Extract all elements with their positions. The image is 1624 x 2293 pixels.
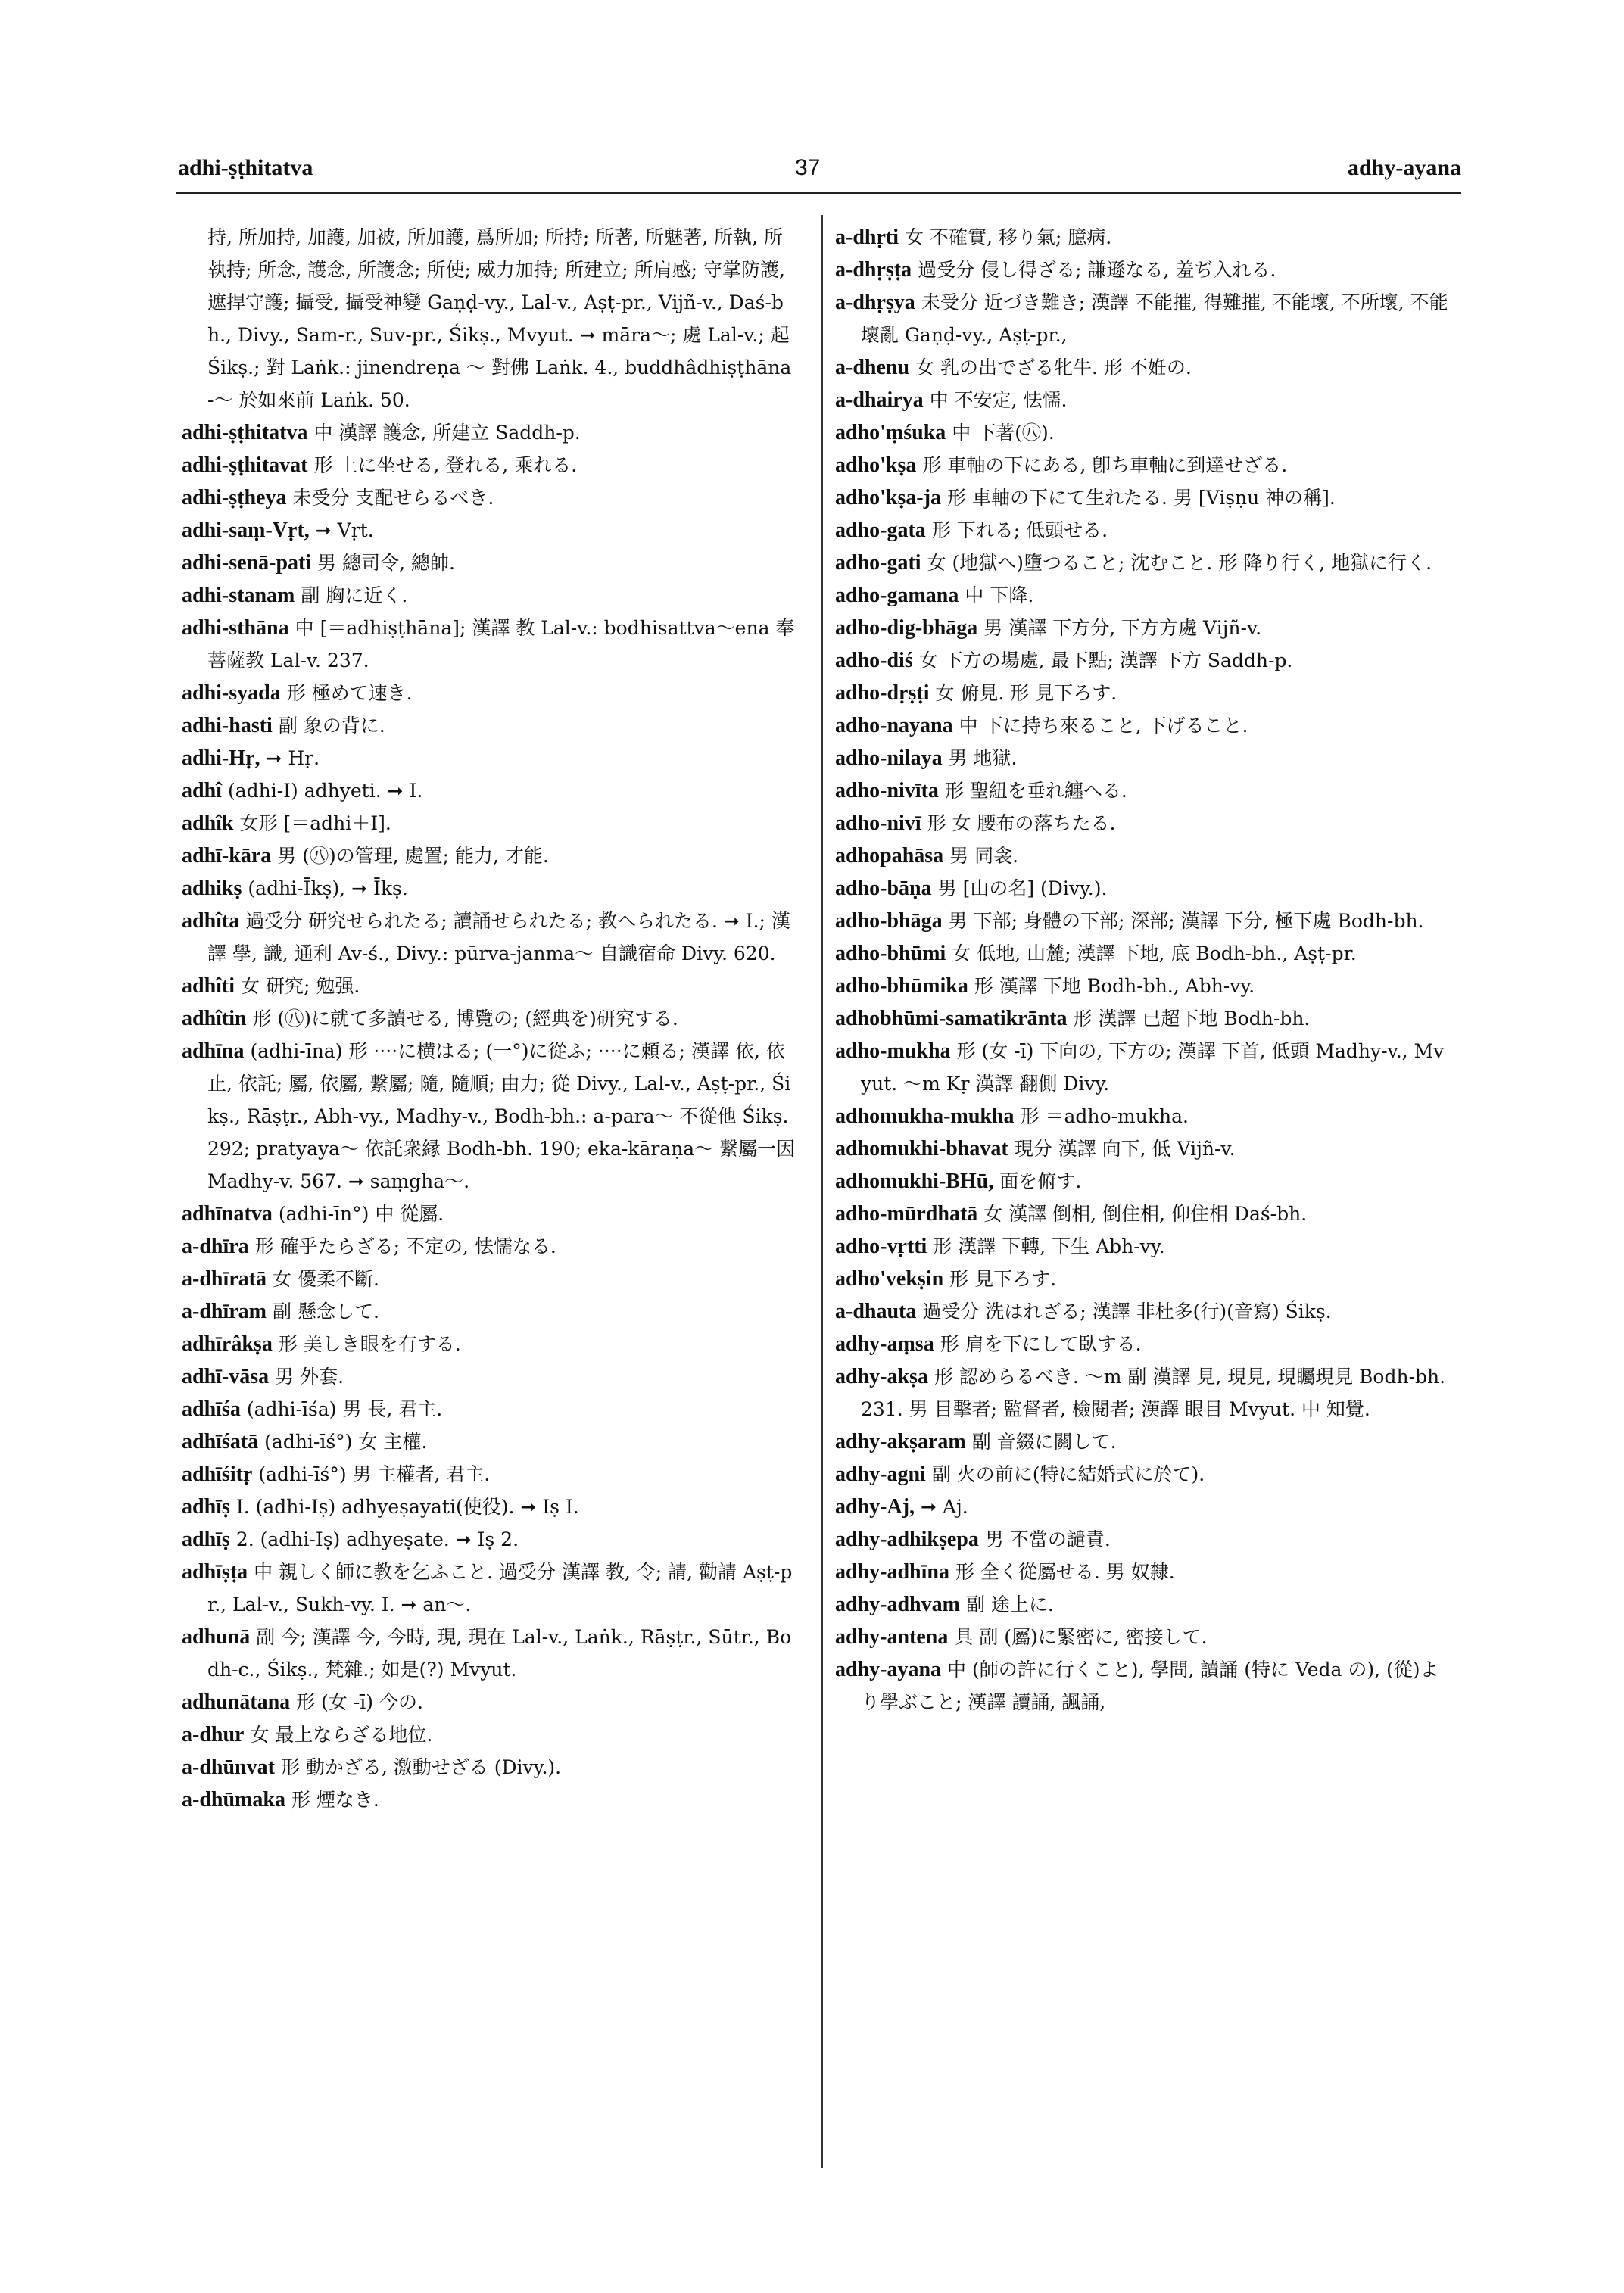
entry-headword: a-dhṛti bbox=[835, 226, 899, 249]
dictionary-entry bbox=[835, 1198, 1454, 1230]
dictionary-entry bbox=[835, 1653, 1454, 1718]
dictionary-entry bbox=[835, 286, 1454, 351]
entry-definition: (adhi-īn°) 中 從屬. bbox=[278, 1203, 444, 1225]
entry-headword: adhy-akṣa bbox=[835, 1365, 928, 1388]
entry-definition: 持, 所加持, 加護, 加被, 所加護, 爲所加; 所持; 所著, 所魅著, 所執, 所執持; 所念, 護念, 所護念; 所使; 威力加持; 所建立; 所肩感; 守掌防護, 遮捍守護; 攝受, 攝受神變 Gaṇḍ-vy., Lal-v., Aṣṭ-pr., Vijñ-v., Daś-bh., Divy., Sam-r., Suv-pr., Śikṣ., Mvyut. ➞ māra〜; 處 Lal-v.; 起 Śikṣ.; 對 Laṅk.: jinendreṇa 〜 對佛 Laṅk. 4., buddhâdhiṣṭhāna-〜 於如來前 Laṅk. 50. bbox=[207, 226, 792, 411]
page-number: 37 bbox=[795, 155, 821, 180]
entry-definition: 形 車軸の下にて生れたる. 男 [Viṣṇu 神の稱]. bbox=[947, 487, 1336, 509]
dictionary-entry bbox=[835, 1002, 1454, 1035]
entry-headword: adho'kṣa-ja bbox=[835, 486, 942, 509]
entry-headword: adhīśatā bbox=[182, 1430, 259, 1453]
entry-headword: adhīṣ bbox=[182, 1528, 230, 1551]
entry-headword: adhi-ṣṭhitavat bbox=[182, 453, 308, 477]
dictionary-entry bbox=[182, 1458, 801, 1491]
entry-headword: adhîta bbox=[182, 909, 240, 933]
dictionary-entry bbox=[835, 514, 1454, 547]
entry-definition: 過受分 洗はれざる; 漢譯 非杜多(行)(音寫) Śikṣ. bbox=[922, 1301, 1332, 1323]
entry-definition: 男 [山の名] (Divy.). bbox=[937, 877, 1108, 899]
dictionary-entry bbox=[182, 1263, 801, 1295]
dictionary-entry bbox=[182, 677, 801, 709]
entry-definition: (adhi-īna) 形 ····に横はる; (一°)に從ふ; ····に頼る; 漢譯 依, 依止, 依託; 屬, 依屬, 繋屬; 隨, 隨順; 由力; 從 Divy., Lal-v., Aṣṭ-pr., Śikṣ., Rāṣṭr., Abh-vy., Madhy-v., Bodh-bh.: a-para〜 不從他 Śikṣ. 292; pratyaya〜 依託衆縁 Bodh-bh. 190; eka-kāraṇa〜 繋屬一因 Madhy-v. 567. ➞ saṃgha〜. bbox=[207, 1040, 796, 1192]
entry-headword: adhy-adhīna bbox=[835, 1560, 949, 1584]
entry-headword: adho-nivī bbox=[835, 812, 921, 835]
dictionary-entry bbox=[835, 742, 1454, 774]
entry-headword: adhīṣ bbox=[182, 1495, 230, 1519]
dictionary-entry bbox=[835, 1230, 1454, 1263]
entry-headword: adhīśitṛ bbox=[182, 1463, 253, 1486]
dictionary-entry bbox=[835, 1132, 1454, 1165]
entry-definition: 中 不安定, 怯懦. bbox=[929, 389, 1068, 411]
dictionary-entry bbox=[835, 547, 1454, 579]
entry-headword: a-dhīram bbox=[182, 1300, 267, 1323]
entry-definition: 形 漢譯 已超下地 Bodh-bh. bbox=[1073, 1008, 1311, 1030]
entry-definition: 副 途上に. bbox=[965, 1594, 1054, 1615]
left-column bbox=[182, 221, 801, 1816]
dictionary-entry bbox=[835, 937, 1454, 970]
entry-headword: adhy-Aj, bbox=[835, 1495, 915, 1519]
dictionary-entry bbox=[835, 481, 1454, 514]
entry-headword: adho-bāṇa bbox=[835, 877, 932, 900]
entry-headword: adhobhūmi-samatikrānta bbox=[835, 1007, 1068, 1030]
dictionary-entry bbox=[182, 709, 801, 742]
dictionary-entry bbox=[835, 709, 1454, 742]
dictionary-entry bbox=[182, 1621, 801, 1686]
entry-definition: 形 (女 -ī) 下向の, 下方の; 漢譯 下首, 低頭 Madhy-v., Mvyut. 〜m Kṛ 漢譯 翻側 Divy. bbox=[861, 1040, 1445, 1095]
entry-definition: 女 最上ならざる地位. bbox=[250, 1724, 433, 1746]
entry-definition: 女形 [＝adhi＋I]. bbox=[239, 812, 391, 834]
entry-headword: adhīnatva bbox=[182, 1202, 273, 1226]
entry-definition: 女 漢譯 倒相, 倒住相, 仰住相 Daś-bh. bbox=[983, 1203, 1308, 1225]
entry-definition: 形 (女 -ī) 今の. bbox=[296, 1691, 423, 1713]
dictionary-entry bbox=[835, 1328, 1454, 1360]
entry-definition: (adhi-īśa) 男 長, 君主. bbox=[246, 1398, 443, 1420]
entry-headword: adhunātana bbox=[182, 1690, 291, 1714]
dictionary-entry bbox=[182, 1556, 801, 1621]
entry-definition: 形 上に坐せる, 登れる, 乘れる. bbox=[313, 454, 578, 476]
entry-definition: I. (adhi-Iṣ) adhyeṣayati(使役). ➞ Iṣ I. bbox=[235, 1496, 579, 1518]
entry-headword: a-dhūmaka bbox=[182, 1788, 285, 1812]
running-head-left: adhi-ṣṭhitatva bbox=[178, 155, 313, 180]
entry-definition: 男 地獄. bbox=[948, 747, 1018, 769]
entry-definition: (adhi-īś°) 女 主權. bbox=[264, 1431, 428, 1453]
entry-headword: adho-bhūmi bbox=[835, 942, 946, 965]
dictionary-entry bbox=[835, 1360, 1454, 1425]
dictionary-entry bbox=[182, 1718, 801, 1751]
entry-definition: 形 漢譯 下轉, 下生 Abh-vy. bbox=[933, 1235, 1165, 1257]
entry-definition: 形 煙なき. bbox=[291, 1789, 379, 1811]
entry-headword: a-dhenu bbox=[835, 356, 910, 379]
entry-headword: adhīrâkṣa bbox=[182, 1332, 273, 1356]
entry-headword: adhīśa bbox=[182, 1397, 241, 1421]
right-column bbox=[835, 221, 1454, 1718]
entry-headword: a-dhairya bbox=[835, 388, 924, 412]
dictionary-entry bbox=[182, 1035, 801, 1198]
entry-definition: (adhi-I) adhyeti. ➞ I. bbox=[227, 780, 423, 802]
dictionary-entry bbox=[182, 742, 801, 774]
entry-definition: 女 乳の出でざる牝牛. 形 不姙の. bbox=[915, 357, 1192, 379]
dictionary-entry bbox=[835, 579, 1454, 612]
dictionary-entry bbox=[835, 1165, 1454, 1198]
dictionary-entry bbox=[835, 416, 1454, 449]
entry-definition: 男 外套. bbox=[275, 1366, 344, 1388]
dictionary-entry bbox=[835, 351, 1454, 384]
dictionary-entry bbox=[835, 872, 1454, 905]
entry-definition: 過受分 研究せられたる; 讀誦せられたる; 教へられたる. ➞ I.; 漢譯 學, 識, 通利 Av-ś., Divy.: pūrva-janma〜 自識宿命 Divy. 620. bbox=[207, 910, 790, 964]
entry-definition: 形 動かざる, 激動せざる (Divy.). bbox=[280, 1756, 562, 1778]
entry-headword: a-dhur bbox=[182, 1723, 245, 1746]
entry-definition: 形 美しき眼を有する. bbox=[278, 1333, 461, 1355]
entry-headword: adhîtin bbox=[182, 1007, 247, 1030]
entry-definition: 副 胸に近く. bbox=[301, 584, 408, 606]
entry-headword: adhy-ayana bbox=[835, 1658, 942, 1681]
entry-definition: 副 懸念して. bbox=[273, 1301, 379, 1323]
entry-headword: adho'ṃśuka bbox=[835, 421, 946, 444]
entry-definition: 副 音綴に關して. bbox=[971, 1431, 1117, 1453]
entry-headword: adho-gati bbox=[835, 551, 921, 575]
dictionary-entry bbox=[182, 1425, 801, 1458]
entry-headword: adhunā bbox=[182, 1625, 251, 1649]
entry-definition: 女 (地獄へ)墮つること; 沈むこと. 形 降り行く, 地獄に行く. bbox=[927, 552, 1432, 574]
entry-definition: 男 總司令, 總帥. bbox=[317, 552, 455, 574]
entry-headword: adho-nilaya bbox=[835, 746, 943, 770]
entry-definition: 副 象の背に. bbox=[278, 715, 385, 737]
dictionary-entry bbox=[835, 1621, 1454, 1653]
dictionary-entry bbox=[835, 1295, 1454, 1328]
dictionary-entry bbox=[835, 1425, 1454, 1458]
entry-headword: adhy-adhikṣepa bbox=[835, 1528, 979, 1551]
entry-headword: adhy-akṣaram bbox=[835, 1430, 966, 1453]
dictionary-entry bbox=[835, 807, 1454, 840]
entry-headword: adhī-vāsa bbox=[182, 1365, 270, 1388]
dictionary-entry bbox=[182, 1002, 801, 1035]
entry-definition: 中 親しく師に教を乞ふこと. 過受分 漢譯 教, 令; 請, 勸請 Aṣṭ-pr., Lal-v., Sukh-vy. I. ➞ an〜. bbox=[207, 1561, 793, 1615]
entry-definition: 女 優柔不斷. bbox=[273, 1268, 379, 1290]
dictionary-entry bbox=[182, 221, 801, 416]
entry-definition: 形 肩を下にして臥する. bbox=[940, 1333, 1142, 1355]
dictionary-entry bbox=[835, 840, 1454, 872]
entry-headword: adhy-adhvam bbox=[835, 1593, 960, 1616]
entry-headword: adhi-ṣṭheya bbox=[182, 486, 287, 509]
entry-headword: adhî bbox=[182, 779, 222, 802]
dictionary-entry bbox=[182, 807, 801, 840]
dictionary-entry bbox=[182, 1230, 801, 1263]
entry-headword: adho-diś bbox=[835, 649, 913, 672]
entry-definition: 具 副 (屬)に緊密に, 密接して. bbox=[954, 1626, 1208, 1648]
dictionary-entry bbox=[182, 416, 801, 449]
entry-headword: adho-vṛtti bbox=[835, 1235, 927, 1258]
entry-headword: a-dhūnvat bbox=[182, 1756, 275, 1779]
entry-definition: 女 不確實, 移り氣; 臆病. bbox=[905, 226, 1112, 248]
entry-definition: (adhi-Īkṣ), ➞ Īkṣ. bbox=[248, 877, 408, 899]
dictionary-entry bbox=[835, 1035, 1454, 1100]
running-head-right: adhy-ayana bbox=[1347, 155, 1461, 180]
dictionary-entry bbox=[182, 1686, 801, 1718]
entry-headword: adhopahāsa bbox=[835, 844, 944, 868]
entry-headword: adhy-agni bbox=[835, 1463, 926, 1486]
dictionary-entry bbox=[182, 872, 801, 905]
entry-headword: adhi-Hṛ, bbox=[182, 746, 260, 770]
entry-headword: adhy-antena bbox=[835, 1625, 949, 1649]
entry-headword: adho'kṣa bbox=[835, 453, 917, 477]
dictionary-entry bbox=[182, 1393, 801, 1425]
entry-headword: adho-bhāga bbox=[835, 909, 943, 933]
entry-definition: 中 下降. bbox=[965, 584, 1034, 606]
entry-definition: 形 極めて速き. bbox=[286, 682, 413, 704]
dictionary-entry bbox=[182, 1360, 801, 1393]
entry-definition: 形 漢譯 下地 Bodh-bh., Abh-vy. bbox=[974, 975, 1255, 997]
dictionary-entry bbox=[182, 481, 801, 514]
entry-definition: 男 不當の譴責. bbox=[984, 1528, 1111, 1550]
entry-headword: adhi-ṣṭhitatva bbox=[182, 421, 308, 444]
entry-headword: adhomukha-mukha bbox=[835, 1104, 1015, 1128]
column-divider bbox=[821, 215, 823, 2168]
entry-definition: 形 女 腰布の落ちたる. bbox=[927, 812, 1116, 834]
entry-definition: 形 ＝adho-mukha. bbox=[1020, 1105, 1189, 1127]
dictionary-entry bbox=[182, 840, 801, 872]
dictionary-entry bbox=[182, 1198, 801, 1230]
entry-definition: 女 下方の場處, 最下點; 漢譯 下方 Saddh-p. bbox=[918, 650, 1293, 671]
entry-headword: adho-gamana bbox=[835, 584, 959, 607]
entry-headword: adhomukhi-bhavat bbox=[835, 1137, 1008, 1161]
entry-headword: adhī-kāra bbox=[182, 844, 272, 868]
dictionary-entry bbox=[182, 1784, 801, 1816]
entry-headword: adhīṣṭa bbox=[182, 1560, 248, 1584]
entry-headword: adho-nivīta bbox=[835, 779, 939, 802]
entry-definition: 男 漢譯 下方分, 下方方處 Vijñ-v. bbox=[983, 617, 1262, 639]
entry-headword: adhi-saṃ-Vṛt, bbox=[182, 519, 310, 542]
entry-headword: a-dhauta bbox=[835, 1300, 917, 1323]
dictionary-entry bbox=[835, 254, 1454, 286]
entry-headword: a-dhīratā bbox=[182, 1267, 267, 1291]
entry-headword: adho-mūrdhatā bbox=[835, 1202, 978, 1226]
header-rule bbox=[176, 192, 1461, 194]
dictionary-entry bbox=[182, 1328, 801, 1360]
entry-definition: 形 確乎たらざる; 不定の, 怯懦なる. bbox=[254, 1235, 556, 1257]
entry-definition: 女 低地, 山麓; 漢譯 下地, 底 Bodh-bh., Aṣṭ-pr. bbox=[952, 942, 1357, 964]
dictionary-entry bbox=[182, 1295, 801, 1328]
entry-headword: adhi-sthāna bbox=[182, 616, 289, 640]
dictionary-entry bbox=[182, 547, 801, 579]
entry-definition: 副 火の前に(特に結婚式に於て). bbox=[931, 1463, 1205, 1485]
entry-definition: 副 今; 漢譯 今, 今時, 現, 現在 Lal-v., Laṅk., Rāṣṭr., Sūtr., Bodh-c., Śikṣ., 梵雜.; 如是(?) Mvyut. bbox=[207, 1626, 792, 1681]
dictionary-entry bbox=[182, 970, 801, 1002]
dictionary-entry bbox=[835, 1491, 1454, 1523]
entry-definition: 形 認めらるべき. 〜m 副 漢譯 見, 現見, 現矚現見 Bodh-bh. 231. 男 目擊者; 監督者, 檢閱者; 漢譯 眼目 Mvyut. 中 知覺. bbox=[861, 1366, 1446, 1420]
dictionary-entry bbox=[835, 384, 1454, 416]
entry-definition: 過受分 侵し得ざる; 謙遜なる, 羞ぢ入れる. bbox=[918, 259, 1276, 281]
entry-definition: 形 聖紐を垂れ纏へる. bbox=[944, 780, 1127, 802]
dictionary-entry bbox=[835, 221, 1454, 254]
entry-headword: adho-bhūmika bbox=[835, 974, 968, 998]
dictionary-entry bbox=[182, 612, 801, 677]
dictionary-entry bbox=[835, 970, 1454, 1002]
dictionary-entry bbox=[182, 774, 801, 807]
entry-definition: 中 [＝adhiṣṭhāna]; 漢譯 教 Lal-v.: bodhisattva〜ena 奉菩薩教 Lal-v. 237. bbox=[207, 617, 795, 671]
entry-definition: 形 (㊇)に就て多讀せる, 博覽の; (經典を)研究する. bbox=[252, 1008, 678, 1030]
entry-headword: adhîk bbox=[182, 812, 234, 835]
entry-definition: 中 下著(㊇). bbox=[952, 422, 1055, 444]
entry-definition: 形 全く從屬せる. 男 奴隸. bbox=[955, 1561, 1175, 1583]
entry-headword: adhy-aṃsa bbox=[835, 1332, 934, 1356]
dictionary-entry bbox=[182, 579, 801, 612]
dictionary-entry bbox=[182, 905, 801, 970]
entry-headword: adhi-syada bbox=[182, 681, 281, 705]
dictionary-entry bbox=[835, 774, 1454, 807]
dictionary-entry bbox=[835, 905, 1454, 937]
entry-headword: adho-mukha bbox=[835, 1039, 951, 1063]
dictionary-entry bbox=[182, 1751, 801, 1784]
entry-definition: 現分 漢譯 向下, 低 Vijñ-v. bbox=[1014, 1138, 1236, 1160]
entry-definition: 面を俯す. bbox=[999, 1170, 1082, 1192]
dictionary-entry bbox=[182, 1491, 801, 1523]
dictionary-entry bbox=[182, 1523, 801, 1556]
entry-headword: adhi-senā-pati bbox=[182, 551, 312, 575]
entry-definition: 中 (師の許に行くこと), 學問, 讀誦 (特に Veda の), (從)より學ぶこと; 漢譯 讀誦, 諷誦, bbox=[861, 1659, 1439, 1713]
entry-headword: a-dhīra bbox=[182, 1235, 249, 1258]
entry-definition: 男 (㊇)の管理, 處置; 能力, 才能. bbox=[277, 845, 549, 867]
dictionary-entry bbox=[182, 449, 801, 481]
entry-headword: adhīna bbox=[182, 1039, 245, 1063]
entry-headword: adho-gata bbox=[835, 519, 926, 542]
dictionary-entry bbox=[835, 449, 1454, 481]
entry-definition: ➞ Aj. bbox=[921, 1496, 968, 1518]
entry-headword: a-dhṛṣya bbox=[835, 291, 915, 314]
entry-headword: adho-dig-bhāga bbox=[835, 616, 978, 640]
entry-headword: adho-dṛṣṭi bbox=[835, 681, 930, 705]
entry-definition: (adhi-īś°) 男 主權者, 君主. bbox=[258, 1463, 491, 1485]
entry-definition: ➞ Vṛt. bbox=[315, 519, 374, 541]
entry-definition: 形 車軸の下にある, 卽ち車軸に到達せざる. bbox=[922, 454, 1288, 476]
entry-definition: 未受分 近づき難き; 漢譯 不能摧, 得難摧, 不能壞, 不所壞, 不能壞亂 Gaṇḍ-vy., Aṣṭ-pr., bbox=[861, 291, 1448, 346]
entry-definition: 男 同衾. bbox=[949, 845, 1019, 867]
entry-headword: adhikṣ bbox=[182, 877, 242, 900]
dictionary-entry bbox=[835, 1556, 1454, 1588]
dictionary-entry bbox=[835, 1523, 1454, 1556]
entry-definition: 未受分 支配せらるべき. bbox=[292, 487, 494, 509]
entry-definition: 女 研究; 勉强. bbox=[241, 975, 360, 997]
entry-headword: adhi-hasti bbox=[182, 714, 273, 737]
entry-definition: 2. (adhi-Iṣ) adhyeṣate. ➞ Iṣ 2. bbox=[235, 1528, 519, 1550]
entry-headword: adho'vekṣin bbox=[835, 1267, 944, 1291]
dictionary-entry bbox=[835, 677, 1454, 709]
entry-headword: a-dhṛṣṭa bbox=[835, 258, 912, 282]
dictionary-entry bbox=[835, 1263, 1454, 1295]
entry-definition: 形 見下ろす. bbox=[949, 1268, 1057, 1290]
entry-headword: adhi-stanam bbox=[182, 584, 295, 607]
entry-headword: adhomukhi-BHū, bbox=[835, 1170, 994, 1193]
entry-definition: 女 俯見. 形 見下ろす. bbox=[935, 682, 1117, 704]
entry-headword: adho-nayana bbox=[835, 714, 953, 737]
dictionary-entry bbox=[835, 644, 1454, 677]
dictionary-entry bbox=[835, 1588, 1454, 1621]
entry-definition: 形 下れる; 低頭せる. bbox=[931, 519, 1108, 541]
entry-definition: 中 漢譯 護念, 所建立 Saddh-p. bbox=[313, 422, 581, 444]
dictionary-entry bbox=[182, 514, 801, 547]
dictionary-entry bbox=[835, 612, 1454, 644]
entry-definition: ➞ Hṛ. bbox=[266, 747, 320, 769]
dictionary-entry bbox=[835, 1100, 1454, 1132]
dictionary-entry bbox=[835, 1458, 1454, 1491]
entry-headword: adhîti bbox=[182, 974, 235, 998]
entry-definition: 中 下に持ち來ること, 下げること. bbox=[959, 715, 1248, 737]
entry-definition: 男 下部; 身體の下部; 深部; 漢譯 下分, 極下處 Bodh-bh. bbox=[948, 910, 1424, 932]
